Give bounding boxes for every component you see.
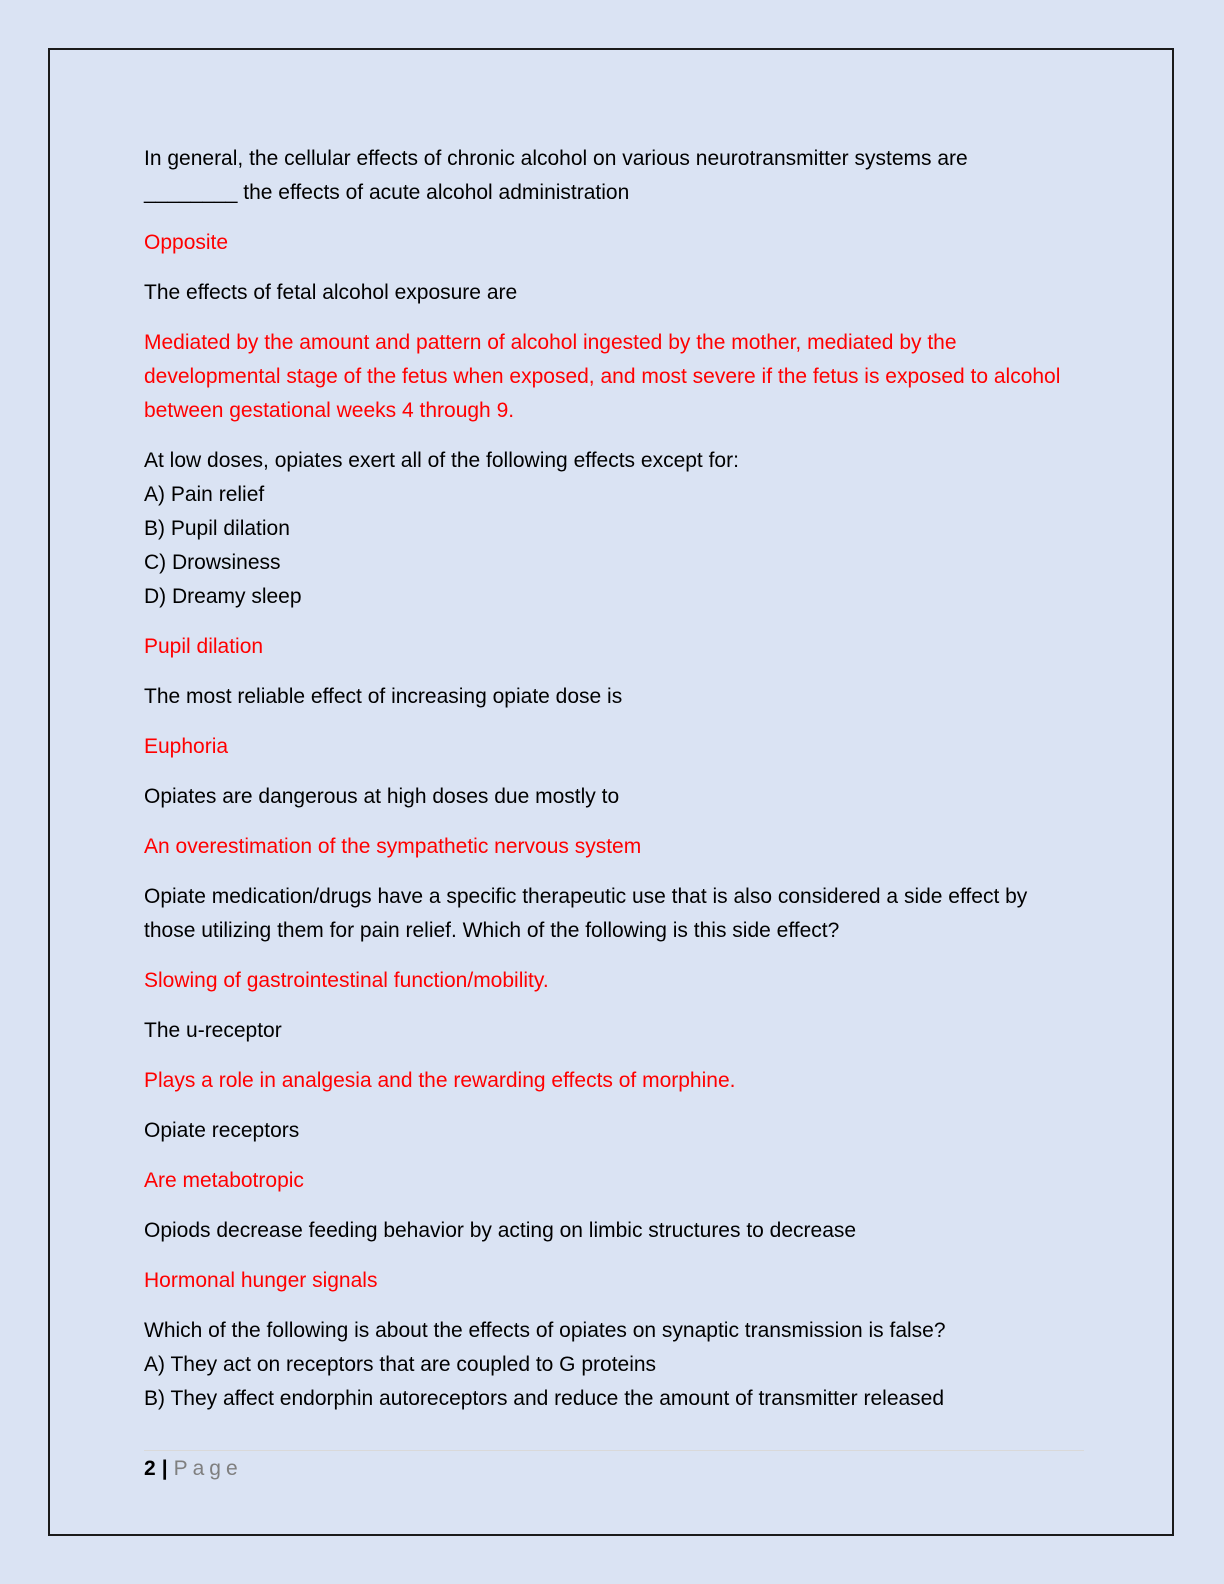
answer-4: Euphoria (144, 735, 229, 758)
question-4: The most reliable effect of increasing opiate dose is (144, 685, 623, 708)
answer-3: Pupil dilation (144, 635, 264, 658)
answer-5: An overestimation of the sympathetic nervous system (144, 835, 642, 858)
question-2: The effects of fetal alcohol exposure are (144, 281, 518, 304)
answer-8: Are metabotropic (144, 1169, 304, 1192)
page-label: Page (173, 1457, 243, 1480)
question-3 (144, 444, 1084, 614)
option-c: C) Drowsiness (144, 551, 281, 574)
answer-1: Opposite (144, 231, 229, 254)
footer-separator: | (161, 1457, 168, 1480)
question-6: Opiate medication/drugs have a specific therapeutic use that is also considered a side effect by those utilizing them for pain relief. Which of the following is this side effect? (144, 885, 1028, 942)
question-10 (144, 1314, 1084, 1416)
option-a: A) Pain relief (144, 483, 265, 506)
question-9: Opiods decrease feeding behavior by acting on limbic structures to decrease (144, 1219, 857, 1242)
question-5: Opiates are dangerous at high doses due mostly to (144, 785, 620, 808)
option-a: A) They act on receptors that are coupled to G proteins (144, 1353, 657, 1376)
question-text: Which of the following is about the effects of opiates on synaptic transmission is false? (144, 1319, 946, 1342)
page-footer (144, 1454, 243, 1484)
page-number: 2 (144, 1457, 156, 1480)
answer-9: Hormonal hunger signals (144, 1269, 378, 1292)
answer-6: Slowing of gastrointestinal function/mobility. (144, 969, 549, 992)
answer-7: Plays a role in analgesia and the rewarding effects of morphine. (144, 1069, 736, 1092)
question-8: Opiate receptors (144, 1119, 300, 1142)
question-1 (144, 142, 1084, 210)
question-text: ________ the effects of acute alcohol administration (144, 181, 630, 204)
question-text: At low doses, opiates exert all of the following effects except for: (144, 449, 739, 472)
option-b: B) Pupil dilation (144, 517, 290, 540)
question-text: In general, the cellular effects of chronic alcohol on various neurotransmitter systems are (144, 147, 968, 170)
footer-divider (144, 1450, 1084, 1451)
option-b: B) They affect endorphin autoreceptors and reduce the amount of transmitter released (144, 1387, 945, 1410)
option-d: D) Dreamy sleep (144, 585, 302, 608)
question-7: The u-receptor (144, 1019, 282, 1042)
answer-2: Mediated by the amount and pattern of alcohol ingested by the mother, mediated by the developmental stage of the fetus when exposed, and most severe if the fetus is exposed to alcohol between gestational weeks 4 through 9. (144, 331, 1061, 422)
document-body (144, 142, 1084, 1432)
